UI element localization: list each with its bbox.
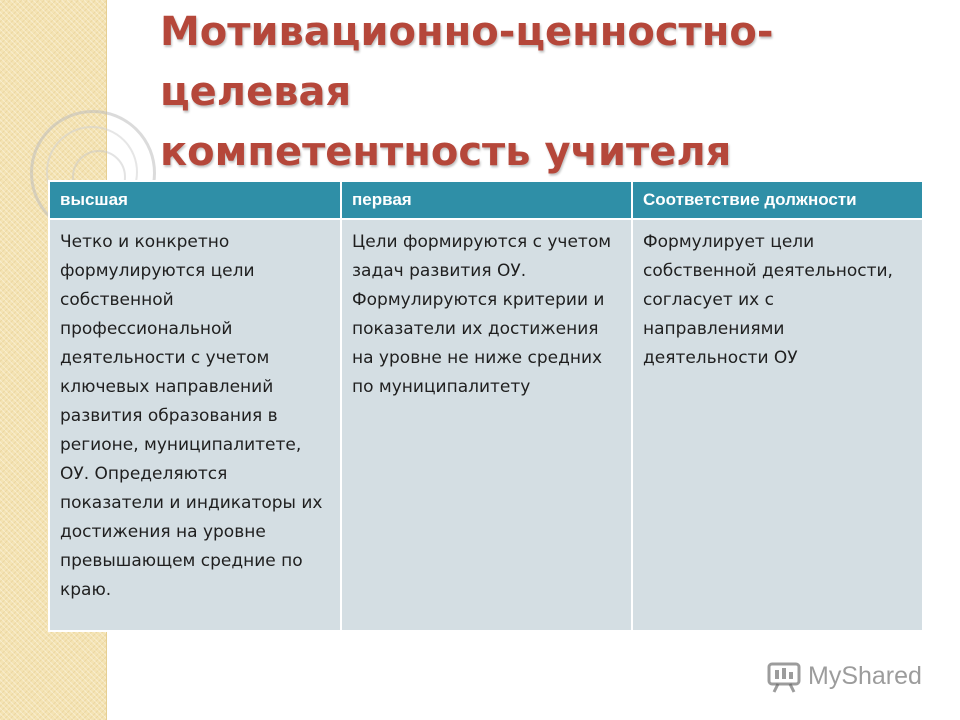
table-row	[49, 219, 923, 631]
slide-title-line: компетентность учителя	[160, 129, 732, 175]
slide-title	[160, 2, 920, 182]
slide-title-line: Мотивационно-ценностно-	[160, 9, 774, 55]
watermark-text: MyShared	[808, 661, 922, 690]
myshared-logo-icon	[766, 659, 802, 693]
table-header-row	[49, 181, 923, 219]
competence-table	[48, 180, 912, 632]
header-cell-position-compliance: Соответствие должности	[632, 181, 923, 219]
cell-first: Цели формируются с учетом задач развития ОУ. Формулируются критерии и показатели их достижения на уровне не ниже средних по муниципалитету	[341, 219, 632, 631]
cell-position-compliance: Формулирует цели собственной деятельности, согласует их с направлениями деятельности ОУ	[632, 219, 923, 631]
myshared-watermark	[766, 654, 922, 698]
cell-highest: Четко и конкретно формулируются цели собственной профессиональной деятельности с учетом ключевых направлений развития образования в регионе, муниципалитете, ОУ. Определяются показатели и индикаторы их достижения на уровне превышающем средние по краю.	[49, 219, 341, 631]
header-cell-first: первая	[341, 181, 632, 219]
slide-title-line: целевая	[160, 69, 352, 115]
header-cell-highest: высшая	[49, 181, 341, 219]
